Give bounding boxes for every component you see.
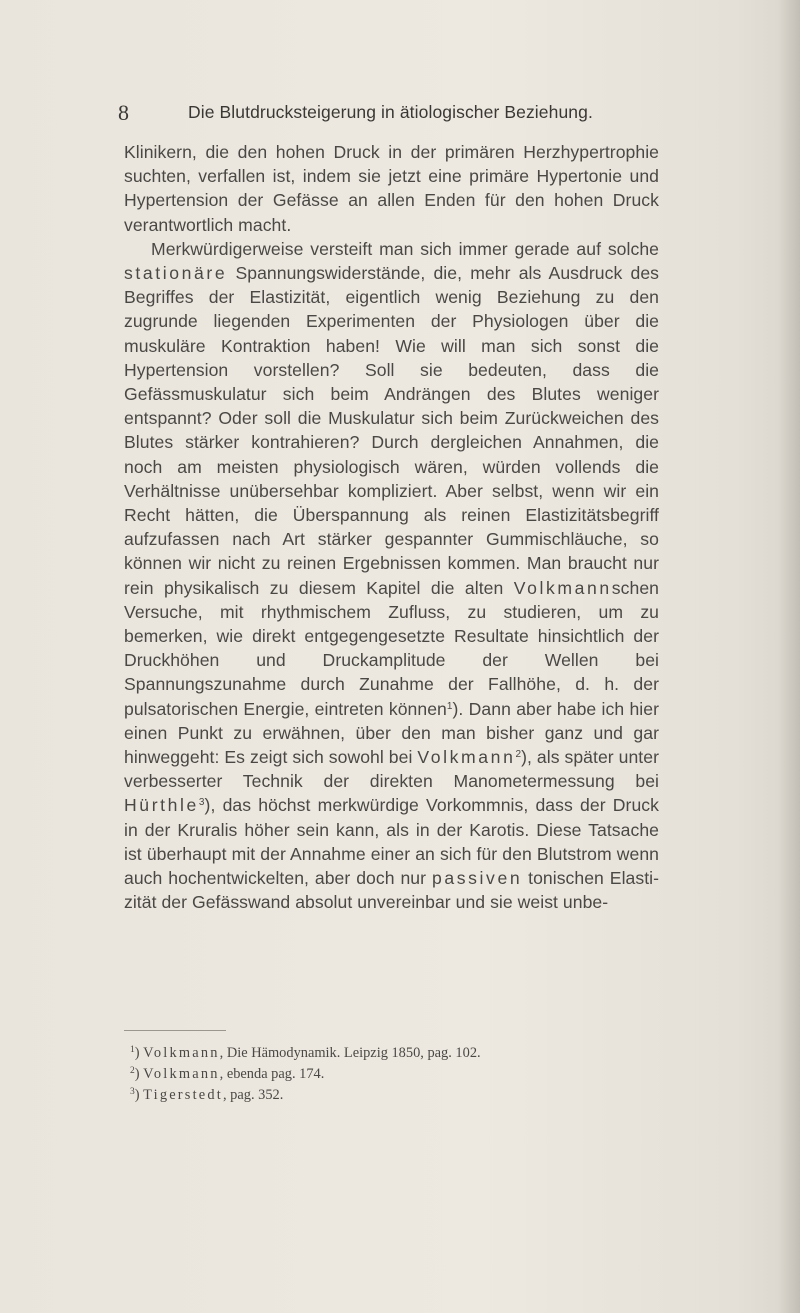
footnote-paren: ) [134, 1087, 144, 1103]
text-run: Spannungswiderstände, die, mehr als Ausdruck des Begriffes der Elastizität, eigentlich wenig Beziehung zu den zugrunde liegenden Experimenten der Physiologen über die muskuläre Kontraktion haben! Wie will man sich sonst die Hypertension vorstellen? Soll sie bedeuten, dass die Gefässmuskulatur sich beim Andrängen des Blutes weniger entspannt? Oder soll die Muskulatur sich beim Zurückweichen des Blutes stärker kontrahieren? Durch dergleichen Annahmen, die noch am meisten physiologisch wären, würden vollends die Verhältnisse unübersehbar kompliziert. Aber selbst, wenn wir ein Recht hätten, die Überspannung als reinen Elastizitätsbegriff aufzufassen nach Art stärker gespannter Gummischläuche, so können wir nicht zu reinen Ergebnissen kommen. Man braucht nur rein physikalisch zu diesem Kapitel die alten [124, 263, 659, 598]
text-run: Merkwürdigerweise versteift man sich immer gerade auf solche [151, 238, 659, 259]
footnote [130, 1085, 690, 1106]
spaced-emphasis: Volkmann [417, 747, 516, 768]
spaced-emphasis: stationäre [124, 263, 228, 284]
footnote-rule [124, 1030, 226, 1031]
footnote-number: 2 [130, 1066, 135, 1076]
spaced-emphasis: Volkmann [513, 577, 612, 598]
footnote-paren: ) [134, 1066, 144, 1082]
footnote-marker: 3 [198, 797, 205, 809]
paragraph [124, 237, 659, 915]
footnote-author: Tigerstedt [143, 1087, 223, 1103]
footnote-text: , ebenda pag. 174. [219, 1066, 325, 1082]
spaced-emphasis: Hürthle [124, 795, 199, 816]
footnote-text: , pag. 352. [222, 1087, 284, 1103]
footnote-author: Volkmann [143, 1066, 220, 1082]
body-text [124, 140, 659, 915]
page-number: 8 [118, 100, 129, 125]
footnotes [130, 1043, 690, 1106]
footnote [130, 1064, 690, 1085]
footnote-number: 1 [130, 1045, 135, 1055]
page-header [0, 100, 800, 130]
footnote-paren: ) [134, 1045, 144, 1061]
spaced-emphasis: passiven [431, 868, 523, 889]
text-run: ), als später unter verbesserter Technik der direkten Manometermessung bei [124, 747, 659, 792]
paragraph [124, 140, 659, 237]
footnote-text: , Die Hämodynamik. Leipzig 1850, pag. 102. [219, 1045, 481, 1061]
footnote-author: Volkmann [143, 1045, 220, 1061]
text-run: ), das höchst merkwürdige Vorkommnis, dass der Druck in der Kruralis höher sein kann, als in der Karotis. Diese Tatsache ist überhaupt mit der Annahme einer an sich für den Blutstrom wenn auch hochentwickelten, aber doch nur [124, 795, 659, 889]
footnote-number: 3 [130, 1087, 135, 1097]
running-head: Die Blutdrucksteigerung in ätiologischer Beziehung. [188, 102, 593, 122]
page-edge-shadow [778, 0, 800, 1313]
text-run: ). Dann aber habe ich hier einen Punkt zu erwähnen, über den man bisher ganz und gar hinweggeht: Es zeigt sich sowohl bei [124, 698, 659, 768]
text-run: schen Versuche, mit rhythmischem Zufluss, zu studieren, um zu bemerken, wie direkt entgegengesetzte Resultate hinsichtlich der Druckhöhen und Druckamplitude der Wellen bei Spannungszunahme durch Zunahme der Fallhöhe, d. h. der pulsatorischen Energie, eintreten können [124, 577, 659, 719]
footnote-marker: 2 [515, 749, 522, 761]
footnote-marker: 1 [446, 700, 453, 712]
text-run: tonischen Elastizität der Gefässwand absolut unvereinbar und sie weist unbe- [124, 868, 659, 913]
footnote [130, 1043, 690, 1064]
text-run: Klinikern, die den hohen Druck in der primären Herzhypertrophie suchten, verfallen ist, indem sie jetzt eine primäre Hypertonie und Hypertension der Gefässe an allen Enden für den hohen Druck verantwortlich macht. [124, 142, 659, 235]
